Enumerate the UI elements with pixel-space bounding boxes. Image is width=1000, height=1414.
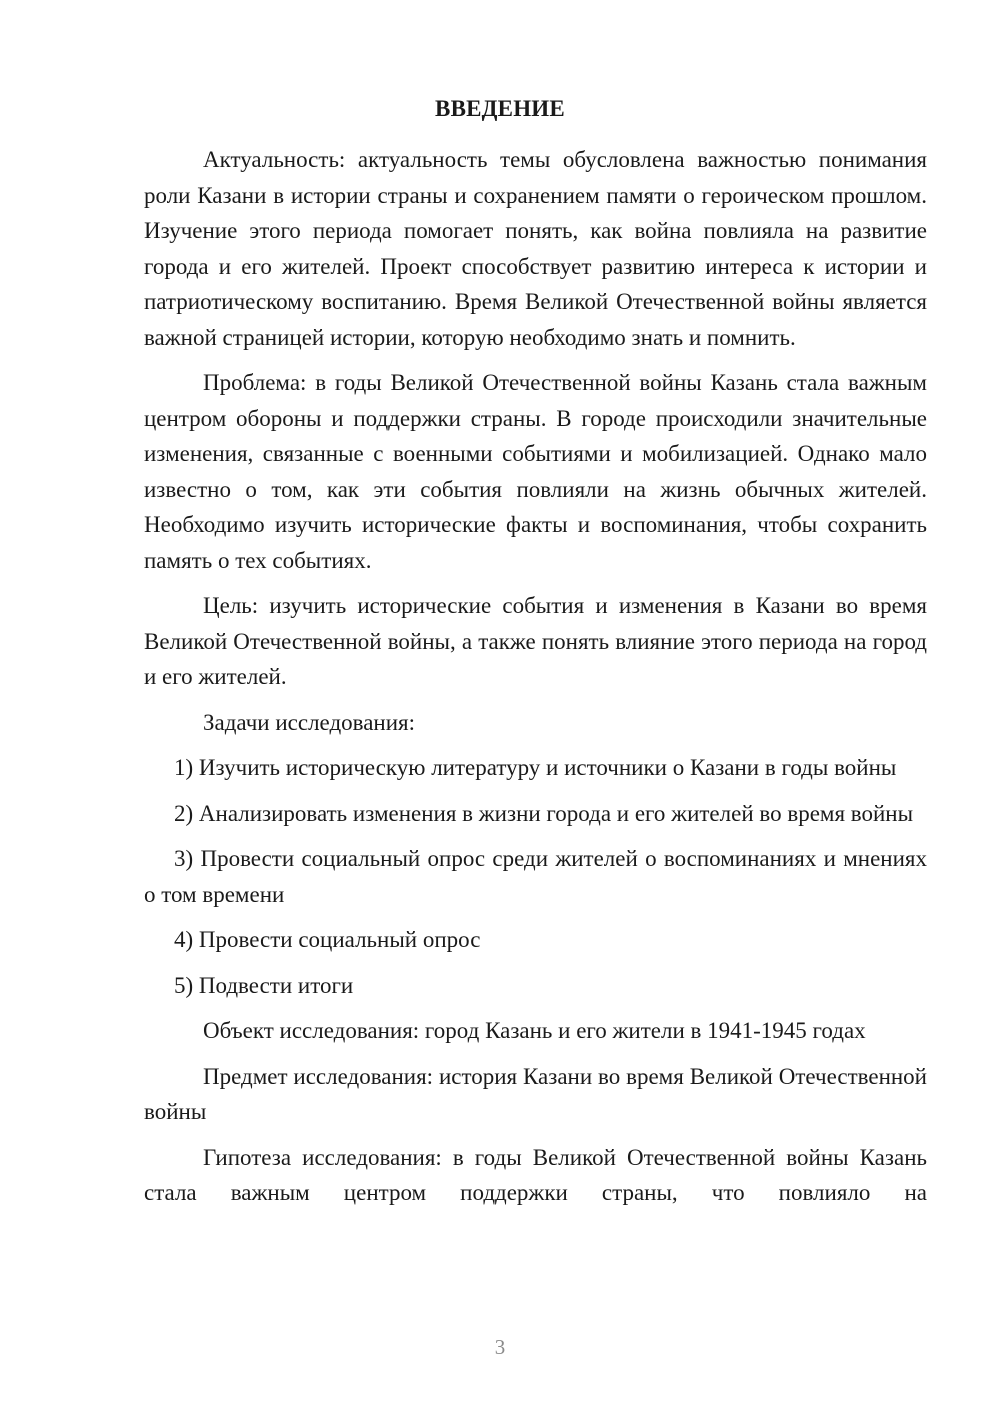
task-item-4: 4) Провести социальный опрос (174, 927, 481, 952)
document-body (144, 142, 927, 1221)
task-item-5: 5) Подвести итоги (174, 972, 354, 998)
paragraph-problem: Проблема: в годы Великой Отечественной войны Казань стала важным центром обороны и поддержки страны. В городе происходили значительные изменения, связанные с военными событиями и мобилизацией. Однако мало известно о том, как эти события повлияли на жизнь обычных жителей. Необходимо изучить исторические факты и воспоминания, чтобы сохранить память о тех событиях. (144, 370, 927, 573)
page-number: 3 (494, 1335, 506, 1359)
paragraph-object: Объект исследования: город Казань и его жители в 1941-1945 годах (203, 1018, 866, 1043)
task-item-2: 2) Анализировать изменения в жизни города и его жителей во время войны (174, 800, 914, 826)
paragraph-subject: Предмет исследования: история Казани во время Великой Отечественной войны (144, 1063, 927, 1124)
page-title: ВВЕДЕНИЕ (435, 96, 565, 121)
paragraph-goal: Цель: изучить исторические события и изменения в Казани во время Великой Отечественной войны, а также понять влияние этого периода на город и его жителей. (144, 593, 927, 689)
paragraph-hypothesis: Гипотеза исследования: в годы Великой Отечественной войны Казань стала важным центром поддержки страны, что повлияло на (144, 1144, 927, 1205)
paragraph-relevance: Актуальность: актуальность темы обусловлена важностью понимания роли Казани в истории страны и сохранением памяти о героическом прошлом. Изучение этого периода помогает понять, как война повлияла на развитие города и его жителей. Проект способствует развитию интереса к истории и патриотическому воспитанию. Время Великой Отечественной войны является важной страницей истории, которую необходимо знать и помнить. (144, 147, 927, 350)
tasks-heading: Задачи исследования: (203, 709, 416, 735)
task-item-1: 1) Изучить историческую литературу и источники о Казани в годы войны (174, 755, 897, 780)
task-item-3: 3) Провести социальный опрос среди жителей о воспоминаниях и мнениях о том времени (144, 846, 927, 907)
